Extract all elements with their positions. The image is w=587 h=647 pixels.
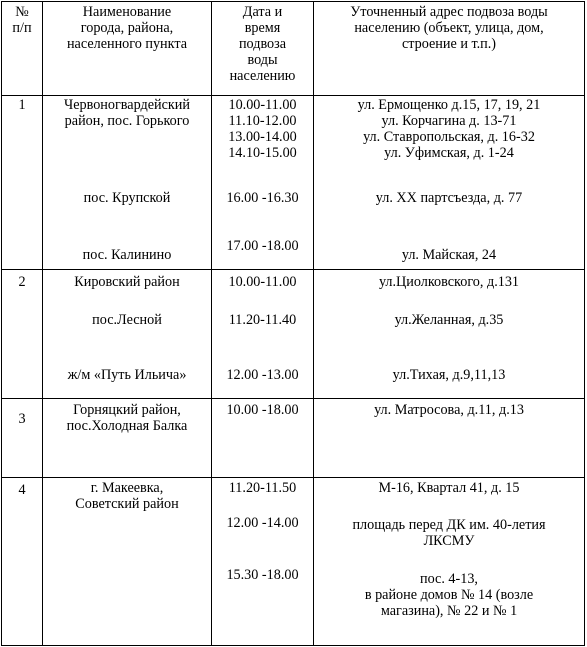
row-divider [1, 95, 585, 96]
row-time: 17.00 -18.00 [226, 238, 299, 254]
row-address: ул. XX партсъезда, д. 77 [375, 190, 523, 206]
row-divider [1, 398, 585, 399]
row-time: 10.00 -18.00 [226, 402, 299, 418]
row-num: 4 [18, 482, 26, 498]
table-border-top [1, 1, 585, 2]
row-time: 11.20-11.40 [228, 312, 297, 328]
row-time: 16.00 -16.30 [226, 190, 299, 206]
row-divider [1, 269, 585, 270]
row-address: ул. Матросова, д.11, д.13 [374, 402, 524, 418]
row-name: ж/м «Путь Ильича» [67, 367, 187, 383]
row-address: пос. 4-13, в районе домов № 14 (возле магазина), № 22 и № 1 [364, 571, 534, 619]
row-time: 11.20-11.50 [228, 480, 297, 496]
row-name: г. Макеевка, Советский район [75, 480, 179, 512]
row-address: М-16, Квартал 41, д. 15 [378, 480, 520, 496]
row-name: Горняцкий район, пос.Холодная Балка [66, 402, 188, 434]
row-name: Кировский район [74, 274, 180, 290]
row-address: ул. Майская, 24 [401, 247, 497, 263]
row-time: 10.00-11.00 [228, 274, 297, 290]
row-address: ул.Тихая, д.9,11,13 [392, 367, 506, 383]
row-time: 10.00-11.00 11.10-12.00 13.00-14.00 14.10-15.00 [228, 97, 297, 161]
row-num: 3 [18, 411, 26, 427]
row-num: 1 [18, 97, 26, 113]
row-name: пос.Лесной [92, 312, 162, 328]
row-time: 12.00 -14.00 [226, 515, 299, 531]
row-divider [1, 477, 585, 478]
row-time: 15.30 -18.00 [226, 567, 299, 583]
row-address: ул. Ермощенко д.15, 17, 19, 21 ул. Корчагина д. 13-71 ул. Ставропольская, д. 16-32 ул. Уфимская, д. 1-24 [357, 97, 541, 161]
table-border-bottom [1, 645, 585, 646]
row-name: пос. Калинино [82, 247, 172, 263]
row-address: ул.Желанная, д.35 [394, 312, 504, 328]
row-num: 2 [18, 274, 26, 290]
row-name: пос. Крупской [83, 190, 171, 206]
header-name: Наименование города, района, населенного пункта [66, 4, 188, 52]
row-address: ул.Циолковского, д.131 [378, 274, 520, 290]
header-time: Дата и время подвоза воды населению [229, 4, 296, 84]
header-num: № п/п [12, 4, 32, 36]
row-time: 12.00 -13.00 [226, 367, 299, 383]
row-name: Червоногвардейский район, пос. Горького [63, 97, 190, 129]
table-border-right [584, 1, 585, 646]
row-address: площадь перед ДК им. 40-летия ЛКСМУ [352, 517, 546, 549]
header-address: Уточненный адрес подвоза воды населению (объект, улица, дом, строение и т.п.) [350, 4, 548, 52]
water-delivery-table [1, 1, 585, 646]
